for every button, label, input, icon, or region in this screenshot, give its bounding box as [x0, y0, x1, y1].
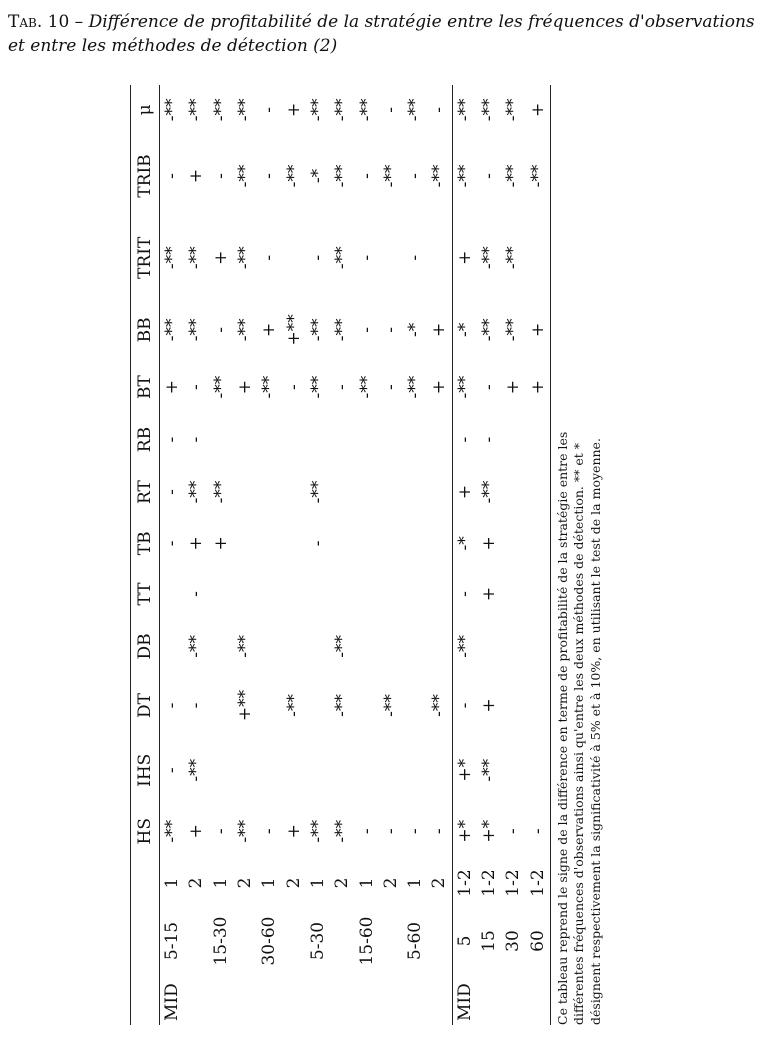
- table-row: [427, 85, 452, 1025]
- table-cell: -**: [186, 758, 207, 782]
- table-row: [209, 85, 233, 1025]
- table-cell: [501, 737, 525, 803]
- table-cell: -**: [525, 135, 550, 218]
- table-cell: -**: [452, 135, 477, 218]
- table-cell: -**: [210, 98, 231, 122]
- table-cell: [281, 217, 305, 298]
- table-cell: -**: [503, 98, 524, 122]
- table-cell: -**: [479, 758, 499, 782]
- table-row: [281, 85, 305, 1025]
- table-cell: -**: [332, 819, 353, 843]
- table-cell: -: [186, 591, 207, 597]
- table-row: [452, 85, 477, 1025]
- table-cell: [233, 518, 257, 569]
- caption-text: Différence de profitabilité de la stratégie entre les fréquences d'observations et entre les méthodes de détection (2): [8, 12, 755, 56]
- table-cell: -**: [429, 694, 450, 717]
- row-observation: 1: [356, 877, 377, 889]
- table-cell: +: [283, 102, 304, 117]
- row-group-label: [330, 975, 354, 1025]
- table-cell: [160, 619, 185, 674]
- table-row: [257, 85, 281, 1025]
- table-cell: -: [479, 173, 499, 179]
- table-cell: -: [210, 173, 231, 179]
- table-cell: [257, 737, 281, 803]
- results-table: [130, 85, 551, 1025]
- row-observation: 2: [283, 877, 304, 889]
- table-cell: [403, 569, 427, 619]
- table-cell: [281, 569, 305, 619]
- table-cell: -: [186, 436, 207, 443]
- table-cell: -: [479, 436, 499, 443]
- table-cell: [354, 518, 378, 569]
- table-cell: +: [210, 536, 231, 551]
- table-row: [330, 85, 354, 1025]
- table-cell: -: [259, 173, 280, 179]
- table-cell: [501, 569, 525, 619]
- table-cell: -**: [479, 98, 499, 122]
- table-cell: [330, 466, 354, 517]
- header-group: [131, 975, 160, 1025]
- table-cell: -**: [479, 318, 499, 342]
- row-frequency: [379, 907, 403, 975]
- table-cell: -**: [503, 318, 524, 342]
- table-cell: -**: [332, 635, 353, 658]
- table-cell: -: [525, 803, 550, 859]
- table-cell: +: [503, 379, 524, 395]
- table-cell: -: [307, 254, 328, 261]
- table-cell: [233, 466, 257, 517]
- table-cell: -**: [210, 375, 231, 399]
- row-group-label: [525, 975, 550, 1025]
- table-cell: -**: [356, 375, 377, 399]
- row-group-label: [281, 975, 305, 1025]
- table-cell: -**: [452, 85, 477, 135]
- table-cell: -**: [503, 164, 524, 188]
- table-cell: [427, 518, 452, 569]
- table-cell: -**: [307, 819, 328, 843]
- header-observation: [131, 859, 160, 907]
- table-cell: -: [380, 828, 401, 835]
- row-frequency: 5-15: [162, 921, 183, 961]
- table-cell: -**: [356, 98, 377, 122]
- table-cell: -: [162, 702, 183, 709]
- table-cell: -**: [235, 819, 256, 843]
- table-cell: -: [356, 326, 377, 333]
- table-cell: [354, 674, 378, 737]
- row-group-label: MID: [452, 975, 477, 1025]
- table-cell: -: [429, 828, 450, 835]
- table-cell: -: [259, 254, 280, 261]
- table-cell: -**: [332, 318, 353, 342]
- row-frequency: 15: [479, 930, 499, 952]
- row-group-label: [233, 975, 257, 1025]
- table-cell: -**: [479, 480, 499, 504]
- table-cell: [281, 619, 305, 674]
- table-body: [160, 85, 551, 1025]
- table-cell: -: [356, 254, 377, 261]
- table-cell: [403, 674, 427, 737]
- row-observation: 1-2: [452, 859, 477, 907]
- table-cell: [281, 737, 305, 803]
- table-cell: -**: [452, 619, 477, 674]
- row-group-label: MID: [162, 983, 183, 1021]
- table-cell: +: [452, 217, 477, 298]
- table-cell: [257, 674, 281, 737]
- table-cell: -: [356, 173, 377, 179]
- table-cell: -: [186, 384, 207, 390]
- table-cell: [209, 737, 233, 803]
- table-cell: -**: [332, 246, 353, 270]
- table-cell: [257, 518, 281, 569]
- row-observation: 2: [235, 877, 256, 889]
- row-frequency: [330, 907, 354, 975]
- row-frequency: 5-30: [307, 921, 328, 961]
- table-cell: +: [186, 536, 207, 551]
- table-cell: [209, 569, 233, 619]
- caption-separator: –: [69, 12, 89, 32]
- column-header: RT: [131, 466, 160, 517]
- table-cell: -**: [259, 375, 280, 399]
- table-cell: -**: [162, 246, 183, 270]
- table-cell: [354, 737, 378, 803]
- table-cell: +: [186, 168, 207, 184]
- table-cell: -**: [235, 246, 256, 270]
- table-cell: -**: [429, 164, 450, 188]
- table-cell: -: [380, 326, 401, 333]
- table-cell: +**: [283, 314, 304, 346]
- table-cell: [306, 674, 330, 737]
- table-cell: -**: [186, 635, 207, 658]
- table-cell: [403, 518, 427, 569]
- table-cell: -**: [405, 375, 426, 399]
- table-cell: [427, 619, 452, 674]
- table-cell: +*: [479, 819, 499, 843]
- table-cell: [379, 413, 403, 467]
- column-header: DB: [131, 619, 160, 674]
- table-cell: -: [162, 489, 183, 495]
- table-cell: [233, 737, 257, 803]
- row-group-label: [209, 975, 233, 1025]
- table-cell: [330, 413, 354, 467]
- table-cell: -**: [405, 98, 426, 122]
- table-cell: +: [525, 85, 550, 135]
- table-cell: -: [356, 828, 377, 835]
- table-cell: -**: [332, 98, 353, 122]
- table-cell: [525, 518, 550, 569]
- table-cell: [233, 413, 257, 467]
- table-cell: -: [162, 540, 183, 547]
- table-cell: -**: [307, 375, 328, 399]
- table-cell: [257, 466, 281, 517]
- table-cell: [525, 413, 550, 467]
- table-cell: [501, 466, 525, 517]
- table-cell: -**: [283, 164, 304, 188]
- table-cell: -**: [186, 318, 207, 342]
- table-cell: +: [525, 361, 550, 412]
- table-row: [379, 85, 403, 1025]
- caption-label: Tab. 10: [8, 12, 70, 32]
- row-frequency: 15-60: [356, 916, 377, 966]
- table-cell: +: [525, 298, 550, 361]
- table-cell: +: [210, 250, 231, 265]
- table-cell: [354, 619, 378, 674]
- table-cell: +: [479, 586, 499, 602]
- table-cell: [525, 619, 550, 674]
- table-cell: +: [259, 322, 280, 337]
- table-cell: -**: [186, 246, 207, 270]
- table-cell: -**: [332, 164, 353, 188]
- table-cell: +**: [235, 689, 256, 722]
- table-cell: +: [429, 379, 450, 395]
- header-frequency: [131, 907, 160, 975]
- column-header: TT: [131, 569, 160, 619]
- table-cell: [306, 569, 330, 619]
- table-cell: [379, 569, 403, 619]
- table-row: [403, 85, 427, 1025]
- table-cell: [306, 619, 330, 674]
- table-cell: +: [235, 379, 256, 395]
- table-cell: [306, 737, 330, 803]
- table-cell: [209, 413, 233, 467]
- table-cell: [306, 413, 330, 467]
- column-header: TRIT: [131, 217, 160, 298]
- table-cell: -**: [479, 246, 499, 270]
- row-frequency: [427, 907, 452, 975]
- row-group-label: [477, 975, 501, 1025]
- table-cell: [525, 217, 550, 298]
- row-frequency: 5: [452, 907, 477, 975]
- table-cell: +: [186, 824, 207, 839]
- table-cell: [160, 569, 185, 619]
- row-frequency: 30-60: [259, 916, 280, 966]
- table-cell: [427, 466, 452, 517]
- row-observation: 2: [380, 877, 401, 889]
- table-cell: [525, 674, 550, 737]
- row-group-label: [427, 975, 452, 1025]
- table-cell: [330, 569, 354, 619]
- table-cell: -**: [235, 164, 256, 188]
- table-cell: [427, 569, 452, 619]
- table-cell: -**: [307, 318, 328, 342]
- row-observation: 1: [210, 877, 231, 889]
- row-frequency: [184, 907, 208, 975]
- table-row: [184, 85, 208, 1025]
- table-cell: [379, 619, 403, 674]
- table-cell: -: [162, 173, 183, 179]
- table-cell: [477, 619, 501, 674]
- table-cell: [281, 466, 305, 517]
- table-cell: -: [186, 702, 207, 709]
- table-cell: [379, 217, 403, 298]
- table-cell: -: [332, 384, 353, 390]
- column-header: BB: [131, 298, 160, 361]
- table-cell: -*: [452, 298, 477, 361]
- table-cell: [501, 413, 525, 467]
- table-cell: [257, 413, 281, 467]
- table-cell: -**: [307, 480, 328, 504]
- table-row: [354, 85, 378, 1025]
- table-cell: [281, 413, 305, 467]
- table-row: [477, 85, 501, 1025]
- row-frequency: [281, 907, 305, 975]
- table-cell: [427, 217, 452, 298]
- table-cell: -: [503, 828, 524, 835]
- table-cell: [501, 518, 525, 569]
- table-cell: -: [479, 384, 499, 390]
- column-header: HS: [131, 803, 160, 859]
- row-observation: 2: [332, 877, 353, 889]
- table-cell: -: [210, 326, 231, 333]
- column-header: μ: [131, 85, 160, 135]
- table-cell: [501, 619, 525, 674]
- table-cell: [379, 518, 403, 569]
- column-header: TRIB: [131, 135, 160, 218]
- table-cell: +: [429, 322, 450, 337]
- table-cell: -: [405, 173, 426, 179]
- table-cell: +: [162, 379, 183, 395]
- table-cell: -: [259, 106, 280, 113]
- table-cell: -*: [307, 168, 328, 184]
- row-group-label: [306, 975, 330, 1025]
- column-header: RB: [131, 413, 160, 467]
- table-row: [233, 85, 257, 1025]
- table-cell: -: [283, 384, 304, 390]
- row-frequency: 5-60: [405, 921, 426, 961]
- row-observation: 1: [307, 877, 328, 889]
- table-cell: [427, 737, 452, 803]
- row-observation: 2: [429, 877, 450, 889]
- table-cell: [427, 413, 452, 467]
- table-cell: -: [405, 254, 426, 261]
- table-cell: [354, 466, 378, 517]
- row-observation: 1-2: [479, 869, 499, 897]
- row-group-label: [379, 975, 403, 1025]
- row-group-label: [184, 975, 208, 1025]
- table-cell: [403, 466, 427, 517]
- row-frequency: 15-30: [210, 916, 231, 966]
- table-cell: -**: [162, 819, 183, 843]
- table-cell: [525, 737, 550, 803]
- table-cell: -**: [235, 635, 256, 658]
- table-cell: [379, 737, 403, 803]
- table-cell: [330, 518, 354, 569]
- table-cell: [403, 737, 427, 803]
- table-cell: +: [452, 466, 477, 517]
- table-cell: -**: [210, 480, 231, 504]
- table-cell: -**: [307, 98, 328, 122]
- rotated-table-block: [130, 85, 650, 1025]
- table-cell: [209, 619, 233, 674]
- table-cell: -**: [235, 318, 256, 342]
- table-cell: [233, 569, 257, 619]
- table-cell: -**: [162, 98, 183, 122]
- table-cell: -: [380, 106, 401, 113]
- table-cell: [354, 569, 378, 619]
- table-cell: [379, 466, 403, 517]
- table-cell: -**: [235, 98, 256, 122]
- table-cell: [501, 674, 525, 737]
- row-group-label: [501, 975, 525, 1025]
- table-cell: -: [452, 674, 477, 737]
- row-group-label: [354, 975, 378, 1025]
- table-cell: [330, 737, 354, 803]
- table-cell: [525, 466, 550, 517]
- table-cell: [257, 619, 281, 674]
- row-frequency: 60: [525, 907, 550, 975]
- table-cell: -: [380, 384, 401, 390]
- table-cell: -**: [452, 361, 477, 412]
- table-cell: [257, 569, 281, 619]
- column-header: DT: [131, 674, 160, 737]
- table-row: [160, 85, 185, 1025]
- row-observation: 1: [405, 877, 426, 889]
- table-cell: -**: [186, 480, 207, 504]
- table-cell: -: [259, 828, 280, 835]
- row-frequency: [233, 907, 257, 975]
- table-cell: -: [452, 569, 477, 619]
- table-cell: [403, 619, 427, 674]
- table-cell: -**: [503, 246, 524, 270]
- table-cell: -**: [332, 694, 353, 717]
- table-cell: -: [162, 436, 183, 443]
- table-row: [501, 85, 525, 1025]
- table-cell: +: [479, 536, 499, 551]
- table-cell: +: [479, 698, 499, 713]
- row-frequency: 30: [503, 930, 524, 952]
- table-cell: -**: [186, 98, 207, 122]
- table-cell: +*: [452, 803, 477, 859]
- table-cell: [354, 413, 378, 467]
- column-header: IHS: [131, 737, 160, 803]
- table-cell: -: [307, 540, 328, 547]
- table-cell: [525, 569, 550, 619]
- table-cell: -**: [380, 164, 401, 188]
- table-cell: +*: [452, 737, 477, 803]
- table-cell: -*: [405, 322, 426, 337]
- table-cell: [403, 413, 427, 467]
- table-cell: -**: [283, 694, 304, 717]
- row-observation: 1: [259, 877, 280, 889]
- table-cell: -: [452, 413, 477, 467]
- header-row: [131, 85, 160, 1025]
- table-cell: -: [210, 828, 231, 835]
- table-note: Ce tableau reprend le signe de la différence en terme de profitabilité de la stratégie entre les différentes fréquences d'observations ainsi qu'entre les deux méthodes de détection. ** et * désignent respectivement la significativité à 5% et à 10%, en utilisant le test de la moyenne.: [554, 431, 603, 1025]
- table-cell: +: [283, 824, 304, 839]
- row-observation: 1: [162, 877, 183, 889]
- table-cell: -*: [452, 518, 477, 569]
- table-cell: -: [405, 828, 426, 835]
- table-cell: [281, 518, 305, 569]
- table-cell: -**: [162, 318, 183, 342]
- row-observation: 1-2: [525, 859, 550, 907]
- table-caption: [8, 10, 770, 58]
- row-observation: 1-2: [503, 869, 524, 897]
- table-cell: -: [429, 106, 450, 113]
- row-observation: 2: [186, 877, 207, 889]
- column-header: TB: [131, 518, 160, 569]
- table-cell: -: [162, 767, 183, 774]
- table-row: [306, 85, 330, 1025]
- row-group-label: [257, 975, 281, 1025]
- table-cell: [209, 674, 233, 737]
- column-header: BT: [131, 361, 160, 412]
- row-group-label: [403, 975, 427, 1025]
- table-cell: -**: [380, 694, 401, 717]
- table-row: [525, 85, 550, 1025]
